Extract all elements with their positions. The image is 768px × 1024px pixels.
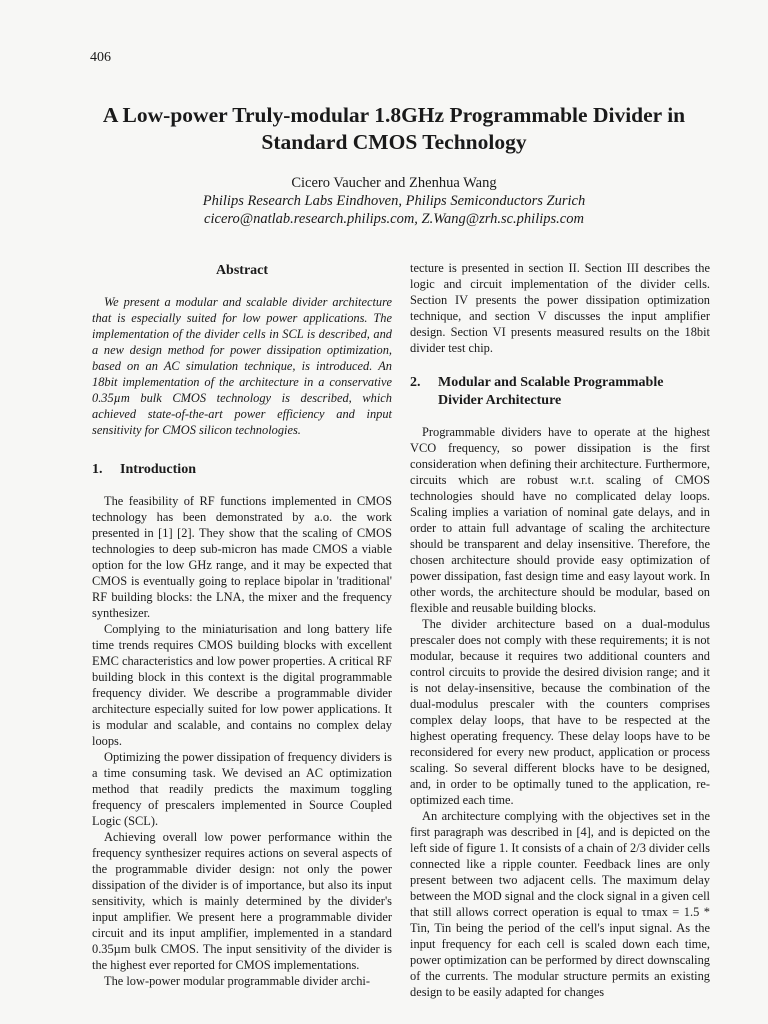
section-2-number: 2. xyxy=(410,375,421,390)
author-block xyxy=(60,174,728,228)
page-number: 406 xyxy=(90,50,111,65)
section-2-heading xyxy=(410,374,710,410)
section-1-heading xyxy=(92,461,392,479)
section-1-number: 1. xyxy=(92,462,103,477)
author-emails: cicero@natlab.research.philips.com, Z.Wang@zrh.sc.philips.com xyxy=(204,211,584,227)
section-1-paragraph: Optimizing the power dissipation of frequency dividers is a time consuming task. We devised an AC optimization method that readily predicts the maximum toggling frequency of prescalers implemented in Source Coupled Logic (SCL). xyxy=(92,750,392,828)
section-1-paragraph: Complying to the miniaturisation and long battery life time trends requires CMOS building blocks with excellent EMC characteristics and low power properties. A critical RF building block in this context is the digital programmable frequency divider. We describe a programmable divider architecture especially suited for low power applications. It is modular and scalable, and contains no complex delay loops. xyxy=(92,622,392,748)
left-column xyxy=(92,260,392,989)
section-1-title: Introduction xyxy=(120,462,196,477)
abstract-text: We present a modular and scalable divider architecture that is especially suited for low power applications. The implementation of the divider cells in SCL is described, and a new design method for power dissipation optimization, based on an AC simulation technique, is introduced. An 18bit implementation of the architecture in a conservative 0.35µm bulk CMOS technology is described, which achieved state-of-the-art power efficiency and input sensitivity for CMOS silicon technologies. xyxy=(92,295,392,437)
section-2-paragraph: An architecture complying with the objectives set in the first paragraph was described in [4], and is depicted on the left side of figure 1. It consists of a chain of 2/3 divider cells connected like a ripple counter. Feedback lines are only present between two adjacent cells. The maximum delay between the MOD signal and the clock signal in a given cell that still allows correct operation is equal to τmax = 1.5 * Tin, Tin being the period of the cell's input signal. As the input frequency for each cell is scaled down each time, power optimization can be performed by direct downscaling of the currents. The modular structure permits an existing design to be easily adapted for changes xyxy=(410,809,710,999)
continuation-paragraph: tecture is presented in section II. Section III describes the logic and circuit implementation of the divider cells. Section IV presents the power dissipation optimization technique, and section V discusses the input amplifier design. Section VI presents measured results on the 18bit divider test chip. xyxy=(410,261,710,355)
section-2-title: Modular and Scalable Programmable Divider Architecture xyxy=(438,375,664,408)
paper-title: A Low-power Truly-modular 1.8GHz Programmable Divider in Standard CMOS Technology xyxy=(102,103,686,154)
section-1-paragraph: The feasibility of RF functions implemented in CMOS technology has been demonstrated by a.o. the work presented in [1] [2]. They show that the scaling of CMOS technologies to deep sub-micron has made CMOS a viable option for the low GHz range, and it may be expected that CMOS is eventually going to replace bipolar in 'traditional' RF building blocks: the LNA, the mixer and the frequency synthesizer. xyxy=(92,494,392,620)
section-1-paragraph: The low-power modular programmable divider archi- xyxy=(104,974,370,988)
right-column xyxy=(410,260,710,1000)
section-2-paragraph: The divider architecture based on a dual-modulus prescaler does not comply with these requirements; it is not modular, because it requires two additional counters and control circuits to provide the desired division range; and it is not delay-insensitive, because the combination of the dual-modulus prescaler with the counters comprises complex delay loops, that have to be respected at the highest operating frequency. These delay loops have to be reconsidered for every new product, application or process scaling. So several different blocks have to be designed, and, in order to be optimally tuned to the application, re-optimized each time. xyxy=(410,617,710,807)
abstract-heading: Abstract xyxy=(215,263,269,278)
author-affiliations: Philips Research Labs Eindhoven, Philips Semiconductors Zurich xyxy=(202,193,586,209)
section-2-paragraph: Programmable dividers have to operate at the highest VCO frequency, so power dissipation is the first consideration when defining their architecture. Furthermore, circuits which are robust w.r.t. scaling of CMOS technologies should have no complicated delay loops. Scaling implies a variation of nominal gate delays, and in order to attain full advantage of scaling the architecture should be transparent and delay insensitive. Therefore, the chosen architecture should provide easy optimization of power dissipation, fast design time and easy layout work. In other words, the architecture should be modular, based on flexible and reusable building blocks. xyxy=(410,425,710,615)
section-1-paragraph: Achieving overall low power performance within the frequency synthesizer requires actions on several aspects of the programmable divider design: not only the power dissipation of the divider is of importance, but also its input sensitivity, which is mainly determined by the divider's input amplifier. We present here a programmable divider circuit and its input amplifier, implemented in a standard 0.35µm bulk CMOS. The input sensitivity of the divider is the highest ever reported for CMOS implementations. xyxy=(92,830,392,972)
author-names: Cicero Vaucher and Zhenhua Wang xyxy=(291,175,497,191)
